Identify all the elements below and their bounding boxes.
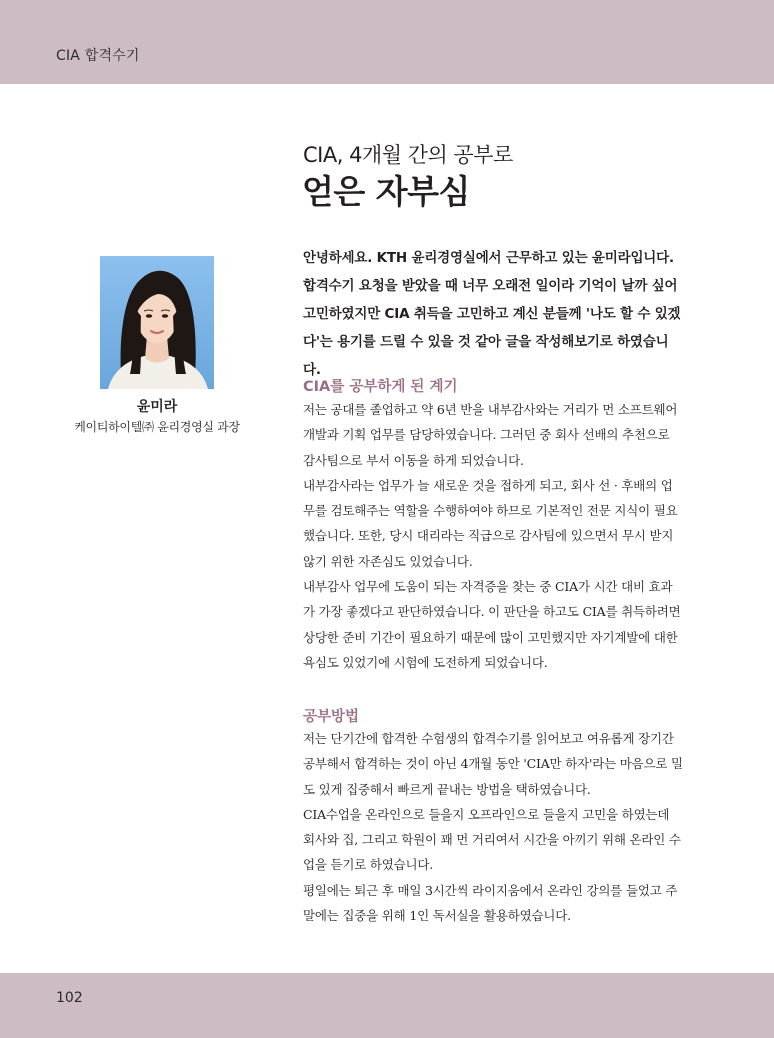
running-header: CIA 합격수기 — [56, 48, 140, 64]
section-heading-study-method: 공부방법 — [303, 709, 360, 725]
page-number: 102 — [56, 990, 83, 1006]
profile-name: 윤미라 — [136, 399, 178, 415]
section-body-study-method — [303, 726, 683, 928]
paragraph: 내부감사 업무에 도움이 되는 자격증을 찾는 중 CIA가 시간 대비 효과가 가장 좋겠다고 판단하였습니다. 이 판단을 하고도 CIA를 취득하려면 상당한 준비 기간이 필요하기 때문에 많이 고민했지만 자기계발에 대한 욕심도 있었기에 시험에 도전하게 되었습니다. — [303, 579, 681, 670]
article-subtitle: CIA, 4개월 간의 공부로 — [303, 143, 513, 167]
paragraph: 평일에는 퇴근 후 매일 3시간씩 라이지움에서 온라인 강의를 들었고 주말에는 집중을 위해 1인 독서실을 활용하였습니다. — [303, 882, 678, 924]
article-title: 얻은 자부심 — [302, 172, 470, 211]
paragraph: 내부감사라는 업무가 늘 새로운 것을 접하게 되고, 회사 선 · 후배의 업무를 검토해주는 역할을 수행하여야 하므로 기본적인 전문 지식이 필요했습니다. 또한, 당시 대리라는 직급으로 감사팀에 있으면서 무시 받지 않기 위한 자존심도 있었습니다. — [303, 477, 678, 569]
portrait-illustration — [100, 256, 214, 389]
header-band — [0, 0, 774, 84]
footer-band — [0, 973, 774, 1038]
section-body-motivation — [303, 397, 683, 675]
section-heading-motivation: CIA를 공부하게 된 계기 — [303, 379, 458, 395]
intro-paragraph: 안녕하세요. KTH 윤리경영실에서 근무하고 있는 윤미라입니다. 합격수기 요청을 받았을 때 너무 오래전 일이라 기억이 날까 싶어 고민하였지만 CIA 취득을 고민하고 계신 분들께 '나도 할 수 있겠다'는 용기를 드릴 수 있을 것 같아 글을 작성해보기로 하였습니다. — [303, 250, 681, 378]
paragraph: CIA수업을 온라인으로 들을지 오프라인으로 들을지 고민을 하였는데 회사와 집, 그리고 학원이 꽤 먼 거리여서 시간을 아끼기 위해 온라인 수업을 듣기로 하였습니다. — [303, 806, 681, 873]
profile-photo — [100, 256, 214, 389]
paragraph: 저는 단기간에 합격한 수험생의 합격수기를 읽어보고 여유롭게 장기간 공부해서 합격하는 것이 아닌 4개월 동안 'CIA만 하자'라는 마음으로 밀도 있게 집중해서 빠르게 끝내는 방법을 택하였습니다. — [303, 731, 683, 797]
profile-role: 케이티하이텔㈜ 윤리경영실 과장 — [74, 420, 240, 434]
paragraph: 저는 공대를 졸업하고 약 6년 반을 내부감사와는 거리가 먼 소프트웨어 개발과 기획 업무를 담당하였습니다. 그러던 중 회사 선배의 추천으로 감사팀으로 부서 이동을 하게 되었습니다. — [303, 402, 678, 468]
